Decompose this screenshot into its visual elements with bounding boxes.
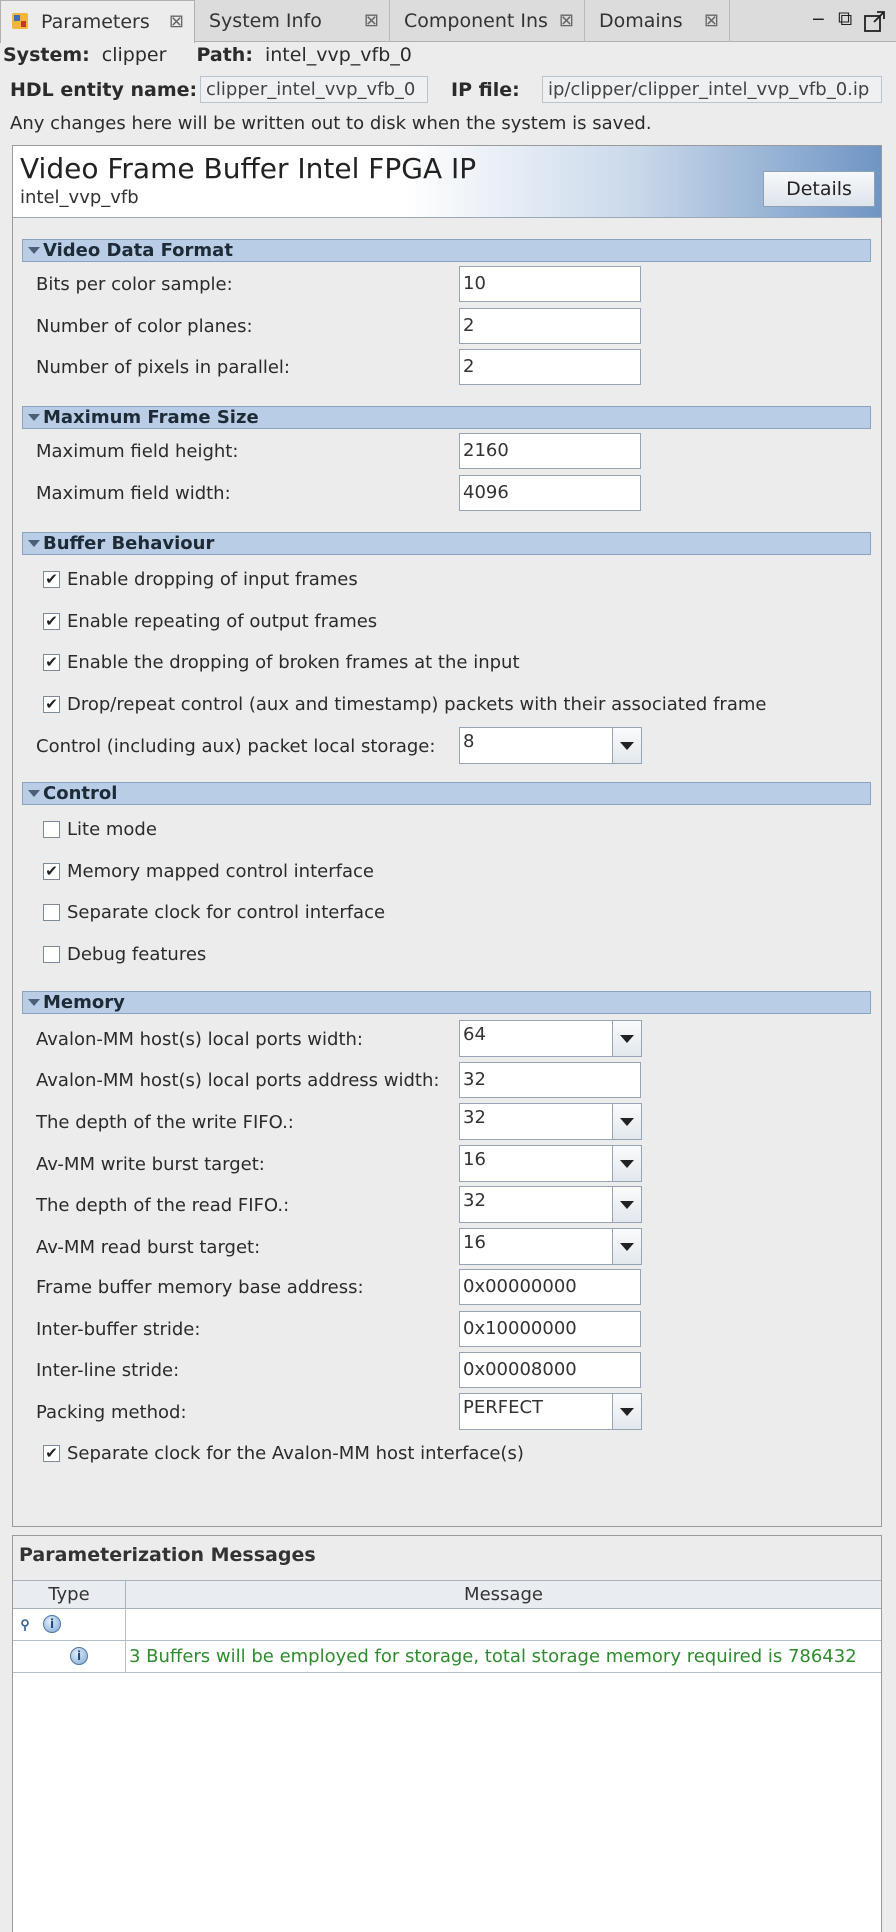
tab-bar (0, 0, 896, 42)
platform-designer-icon (11, 12, 29, 30)
write-fifo-depth-label: The depth of the write FIFO.: (36, 1112, 294, 1133)
section-title: Memory (43, 992, 125, 1013)
close-icon[interactable]: ⊠ (558, 10, 574, 31)
details-button[interactable]: Details (763, 171, 875, 207)
close-icon[interactable]: ⊠ (168, 11, 184, 32)
max-field-height-input[interactable]: 2160 (459, 433, 641, 469)
select-value: 16 (463, 1149, 486, 1170)
address-width-input[interactable]: 32 (459, 1062, 641, 1098)
bits-per-color-label: Bits per color sample: (36, 274, 233, 295)
separate-clock-host-checkbox[interactable]: ✔ (43, 1445, 60, 1462)
table-row-group[interactable] (13, 1609, 881, 1641)
packing-method-label: Packing method: (36, 1402, 187, 1423)
tab-system-info[interactable] (195, 0, 390, 42)
path-label: Path: (196, 44, 253, 66)
hdl-entity-label: HDL entity name: (10, 79, 198, 101)
tab-component-instantiation[interactable] (390, 0, 585, 42)
minimize-icon[interactable]: ‒ (812, 6, 825, 30)
tab-component-label: Component Ins (404, 10, 548, 32)
ip-file-field[interactable]: ip/clipper/clipper_intel_vvp_vfb_0.ip (542, 76, 882, 103)
inter-line-stride-label: Inter-line stride: (36, 1360, 180, 1381)
memory-mapped-control-label: Memory mapped control interface (67, 861, 374, 882)
bits-per-color-input[interactable]: 10 (459, 266, 641, 302)
chevron-down-icon[interactable] (612, 1394, 641, 1429)
chevron-down-icon[interactable] (612, 1187, 641, 1222)
ports-width-select[interactable] (459, 1020, 642, 1057)
detach-window-icon[interactable] (864, 10, 886, 32)
section-maximum-frame-size[interactable] (22, 406, 871, 429)
write-burst-target-label: Av-MM write burst target: (36, 1154, 265, 1175)
select-value: PERFECT (463, 1397, 544, 1418)
enable-repeating-output-label: Enable repeating of output frames (67, 611, 378, 632)
section-buffer-behaviour[interactable] (22, 532, 871, 555)
chevron-down-icon[interactable] (612, 1146, 641, 1181)
column-header-type[interactable]: Type (13, 1581, 126, 1609)
section-control[interactable] (22, 782, 871, 805)
enable-dropping-input-label: Enable dropping of input frames (67, 569, 358, 590)
color-planes-input[interactable]: 2 (459, 308, 641, 344)
debug-features-label: Debug features (67, 944, 207, 965)
enable-dropping-broken-checkbox[interactable]: ✔ (43, 654, 60, 671)
select-value: 32 (463, 1190, 486, 1211)
path-bar (3, 44, 412, 66)
inter-line-stride-input[interactable]: 0x00008000 (459, 1352, 641, 1388)
lite-mode-checkbox[interactable] (43, 821, 60, 838)
enable-dropping-input-checkbox[interactable]: ✔ (43, 571, 60, 588)
ip-banner (13, 146, 881, 218)
message-text: 3 Buffers will be employed for storage, total storage memory required is 786432 (129, 1646, 857, 1667)
select-value: 32 (463, 1107, 486, 1128)
table-row[interactable] (13, 1641, 881, 1673)
ports-width-label: Avalon-MM host(s) local ports width: (36, 1029, 363, 1050)
tab-parameters[interactable] (0, 0, 195, 43)
write-burst-target-select[interactable] (459, 1145, 642, 1182)
messages-table (13, 1580, 881, 1932)
packet-local-storage-select[interactable] (459, 727, 642, 764)
info-icon: i (43, 1615, 61, 1633)
enable-dropping-broken-label: Enable the dropping of broken frames at the input (67, 652, 520, 673)
color-planes-label: Number of color planes: (36, 316, 253, 337)
packing-method-select[interactable] (459, 1393, 642, 1430)
tab-domains-label: Domains (599, 10, 683, 32)
restore-icon[interactable]: ⧉ (838, 6, 853, 30)
chevron-down-icon[interactable] (612, 1021, 641, 1056)
messages-title: Parameterization Messages (19, 1544, 316, 1566)
drop-repeat-control-checkbox[interactable]: ✔ (43, 696, 60, 713)
parameterization-messages-panel (12, 1535, 882, 1932)
tree-expand-icon[interactable] (20, 1619, 30, 1631)
write-fifo-depth-select[interactable] (459, 1103, 642, 1140)
select-value: 16 (463, 1232, 486, 1253)
type-cell (13, 1609, 126, 1640)
debug-features-checkbox[interactable] (43, 946, 60, 963)
separate-clock-control-checkbox[interactable] (43, 904, 60, 921)
info-icon: i (70, 1647, 88, 1665)
collapse-triangle-icon (28, 540, 40, 547)
read-fifo-depth-select[interactable] (459, 1186, 642, 1223)
system-value: clipper (101, 44, 167, 66)
section-title: Maximum Frame Size (43, 407, 259, 428)
select-value: 64 (463, 1024, 486, 1045)
ip-file-label: IP file: (451, 79, 520, 101)
base-address-input[interactable]: 0x00000000 (459, 1269, 641, 1305)
base-address-label: Frame buffer memory base address: (36, 1277, 364, 1298)
packet-local-storage-label: Control (including aux) packet local storage: (36, 736, 436, 757)
read-burst-target-label: Av-MM read burst target: (36, 1237, 261, 1258)
inter-buffer-stride-label: Inter-buffer stride: (36, 1319, 201, 1340)
pixels-in-parallel-input[interactable]: 2 (459, 349, 641, 385)
max-field-width-input[interactable]: 4096 (459, 475, 641, 511)
separate-clock-host-label: Separate clock for the Avalon-MM host interface(s) (67, 1443, 524, 1464)
close-icon[interactable]: ⊠ (703, 10, 719, 31)
section-title: Control (43, 783, 118, 804)
pixels-in-parallel-label: Number of pixels in parallel: (36, 357, 290, 378)
section-title: Video Data Format (43, 240, 233, 261)
max-field-width-label: Maximum field width: (36, 483, 231, 504)
save-notice: Any changes here will be written out to disk when the system is saved. (10, 113, 652, 134)
chevron-down-icon[interactable] (612, 728, 641, 763)
inter-buffer-stride-input[interactable]: 0x10000000 (459, 1311, 641, 1347)
column-header-message[interactable]: Message (126, 1581, 881, 1609)
ip-title: Video Frame Buffer Intel FPGA IP (20, 152, 477, 185)
hdl-entity-field[interactable]: clipper_intel_vvp_vfb_0 (200, 76, 428, 103)
section-memory[interactable] (22, 991, 871, 1014)
chevron-down-icon[interactable] (612, 1104, 641, 1139)
tab-system-info-label: System Info (209, 10, 322, 32)
path-value: intel_vvp_vfb_0 (264, 44, 412, 66)
drop-repeat-control-label: Drop/repeat control (aux and timestamp) packets with their associated frame (67, 694, 767, 715)
read-fifo-depth-label: The depth of the read FIFO.: (36, 1195, 290, 1216)
collapse-triangle-icon (28, 247, 40, 254)
chevron-down-icon[interactable] (612, 1229, 641, 1264)
collapse-triangle-icon (28, 790, 40, 797)
tab-domains[interactable] (585, 0, 730, 42)
ip-subtitle: intel_vvp_vfb (20, 187, 139, 208)
close-icon[interactable]: ⊠ (363, 10, 379, 31)
max-field-height-label: Maximum field height: (36, 441, 239, 462)
section-title: Buffer Behaviour (43, 533, 215, 554)
lite-mode-label: Lite mode (67, 819, 157, 840)
read-burst-target-select[interactable] (459, 1228, 642, 1265)
collapse-triangle-icon (28, 414, 40, 421)
type-cell (13, 1641, 126, 1672)
select-value: 8 (463, 731, 475, 752)
address-width-label: Avalon-MM host(s) local ports address width: (36, 1070, 440, 1091)
section-video-data-format[interactable] (22, 239, 871, 262)
memory-mapped-control-checkbox[interactable]: ✔ (43, 863, 60, 880)
collapse-triangle-icon (28, 999, 40, 1006)
tab-parameters-label: Parameters (41, 11, 150, 33)
separate-clock-control-label: Separate clock for control interface (67, 902, 386, 923)
system-label: System: (3, 44, 90, 66)
enable-repeating-output-checkbox[interactable]: ✔ (43, 613, 60, 630)
